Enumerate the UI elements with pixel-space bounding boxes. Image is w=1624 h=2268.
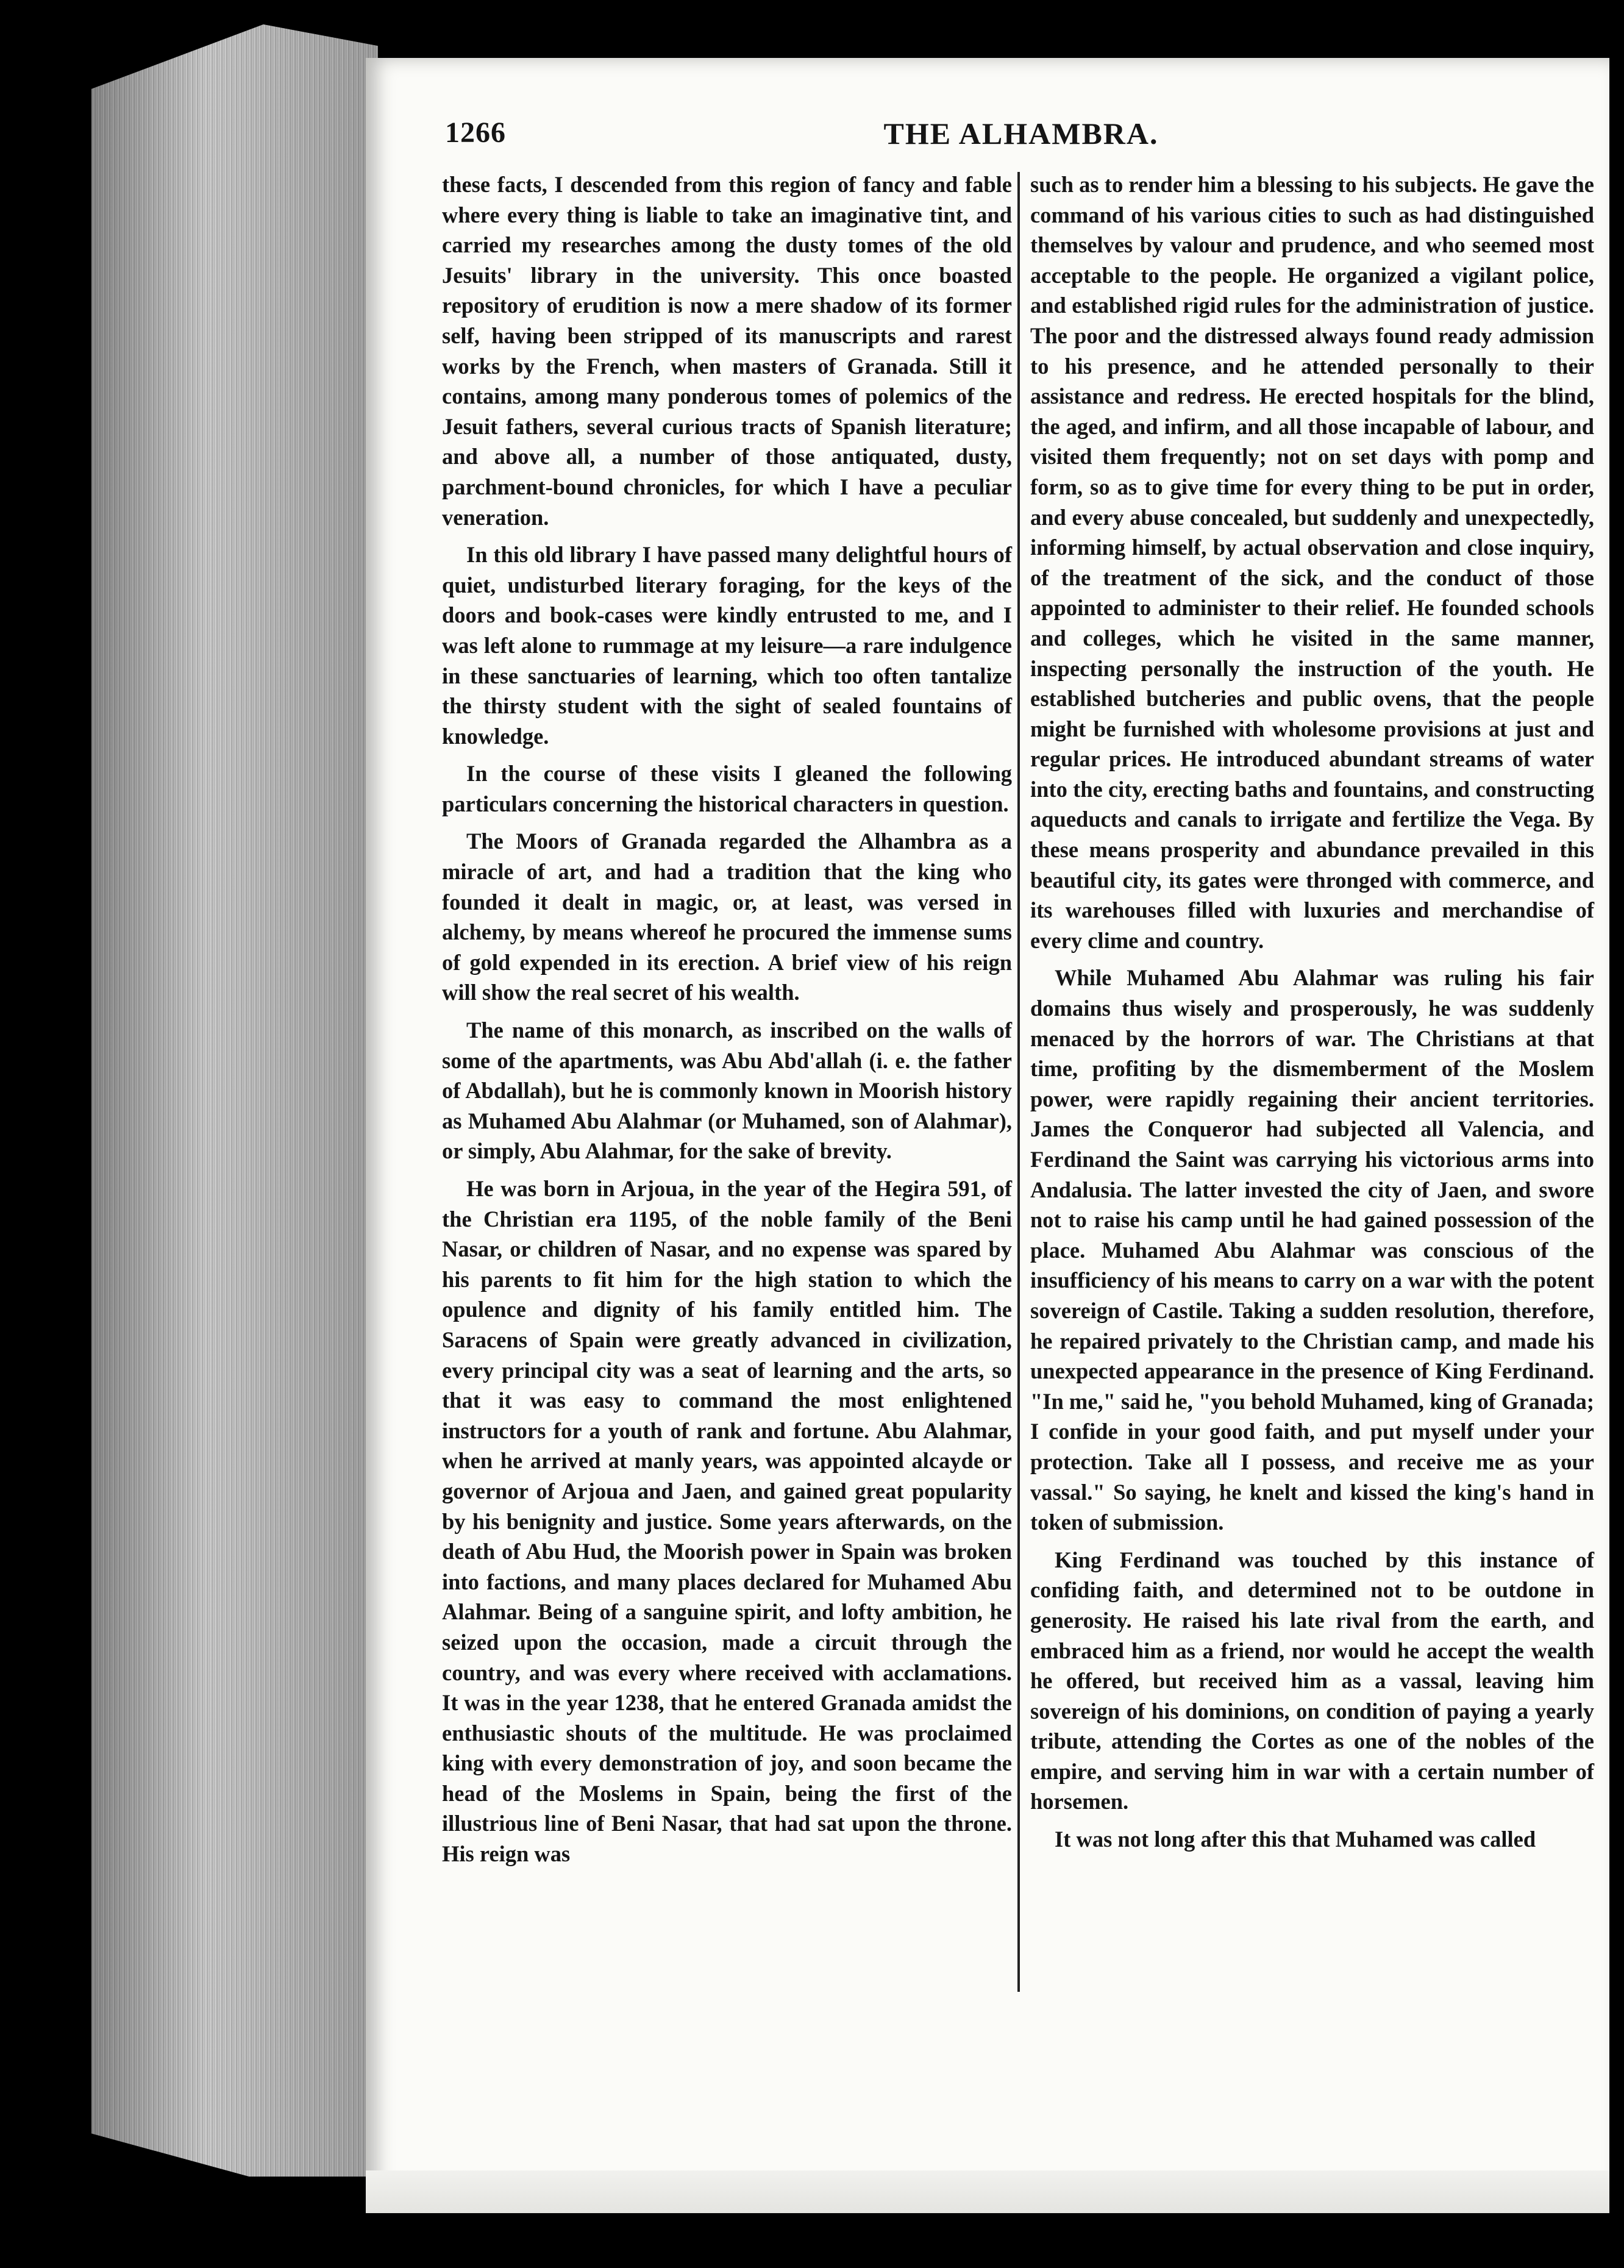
page-header — [445, 116, 1597, 152]
paragraph: In the course of these visits I gleaned the following particulars concerning the historical characters in question. — [442, 761, 1012, 816]
paragraph: While Muhamed Abu Alahmar was ruling his fair domains thus wisely and prosperously, he was suddenly menaced by the horrors of war. The Christians at that time, profiting by the dismemberment of the Moslem power, were rapidly regaining their ancient territories. James the Conqueror had subjected all Valencia, and Ferdinand the Saint was carrying his victorious arms into Andalusia. The latter invested the city of Jaen, and swore not to raise his camp until he had gained possession of the place. Muhamed Abu Alahmar was conscious of the insufficiency of his means to carry on a war with the potent sovereign of Castile. Taking a sudden resolution, therefore, he repaired privately to the Christian camp, and made his unexpected appearance in the presence of King Ferdinand. "In me," said he, "you behold Muhamed, king of Granada; I confide in your good faith, and put myself under your protection. Take all I possess, and receive me as your vassal." So saying, he knelt and kissed the king's hand in token of submission. — [1030, 965, 1594, 1535]
page-edges-shadow — [91, 24, 378, 2177]
page-number: 1266 — [445, 116, 506, 149]
page-bottom-edge — [366, 2170, 1609, 2213]
paragraph: King Ferdinand was touched by this instance of confiding faith, and determined not to be outdone in generosity. He raised his late rival from the earth, and embraced him as a friend, nor would he accept the wealth he offered, but received him as a vassal, leaving him sovereign of his dominions, on condition of paying a yearly tribute, attending the Cortes as one of the nobles of the empire, and serving him in war with a certain number of horsemen. — [1030, 1547, 1594, 1814]
right-column — [1030, 169, 1594, 1862]
running-title: THE ALHAMBRA. — [883, 116, 1159, 151]
paragraph: In this old library I have passed many delightful hours of quiet, undisturbed literary foraging, for the keys of the doors and book-cases were kindly entrusted to me, and I was left alone to rummage at my leisure—a rare indulgence in these sanctuaries of learning, which too often tantalize the thirsty student with the sight of sealed fountains of knowledge. — [442, 542, 1012, 749]
paragraph: The Moors of Granada regarded the Alhambra as a miracle of art, and had a tradition that the king who founded it dealt in magic, or, at least, was versed in alchemy, by means whereof he procured the immense sums of gold expended in its erection. A brief view of his reign will show the real secret of his wealth. — [442, 829, 1012, 1005]
paragraph: The name of this monarch, as inscribed on the walls of some of the apartments, was Abu Abd'allah (i. e. the father of Abdallah), but he is commonly known in Moorish history as Muhamed Abu Alahmar (or Muhamed, son of Alahmar), or simply, Abu Alahmar, for the sake of brevity. — [442, 1018, 1012, 1164]
paragraph: such as to render him a blessing to his subjects. He gave the command of his various cities to such as had distinguished themselves by valour and prudence, and who seemed most acceptable to the people. He organized a vigilant police, and established rigid rules for the administration of justice. The poor and the distressed always found ready admission to his presence, and he attended personally to their assistance and redress. He erected hospitals for the blind, the aged, and infirm, and all those incapable of labour, and visited them frequently; not on set days with pomp and form, so as to give time for every thing to be put in order, and every abuse concealed, but suddenly and unexpectedly, informing himself, by actual observation and close inquiry, of the treatment of the sick, and the conduct of those appointed to administer to their relief. He founded schools and colleges, which he visited in the same manner, inspecting personally the instruction of the youth. He established butcheries and public ovens, that the people might be furnished with wholesome provisions at just and regular prices. He introduced abundant streams of water into the city, erecting baths and fountains, and constructing aqueducts and canals to irrigate and fertilize the Vega. By these means prosperity and abundance prevailed in this beautiful city, its gates were thronged with commerce, and its warehouses filled with luxuries and merchandise of every clime and country. — [1030, 172, 1594, 953]
paragraph: these facts, I descended from this region of fancy and fable where every thing is liable to take an imaginative tint, and carried my researches among the dusty tomes of the old Jesuits' library in the university. This once boasted repository of erudition is now a mere shadow of its former self, having been stripped of its manuscripts and rarest works by the French, when masters of Granada. Still it contains, among many ponderous tomes of polemics of the Jesuit fathers, several curious tracts of Spanish literature; and above all, a number of those antiquated, dusty, parchment-bound chronicles, for which I have a peculiar veneration. — [442, 172, 1012, 530]
paragraph: It was not long after this that Muhamed was called — [1055, 1827, 1536, 1852]
left-column — [442, 169, 1012, 1877]
paragraph: He was born in Arjoua, in the year of the Hegira 591, of the Christian era 1195, of the noble family of the Beni Nasar, or children of Nasar, and no expense was spared by his parents to fit him for the high station to which the opulence and dignity of his family entitled him. The Saracens of Spain were greatly advanced in civilization, every principal city was a seat of learning and the arts, so that it was easy to command the most enlightened instructors for a youth of rank and fortune. Abu Alahmar, when he arrived at manly years, was appointed alcayde or governor of Arjoua and Jaen, and gained great popularity by his benignity and justice. Some years afterwards, on the death of Abu Hud, the Moorish power in Spain was broken into factions, and many places declared for Muhamed Abu Alahmar. Being of a sanguine spirit, and lofty ambition, he seized upon the occasion, made a circuit through the country, and was every where received with acclamations. It was in the year 1238, that he entered Granada amidst the enthusiastic shouts of the multitude. He was proclaimed king with every demonstration of joy, and soon became the head of the Moslems in Spain, being the first of the illustrious line of Beni Nasar, that had sat upon the throne. His reign was — [442, 1176, 1012, 1867]
column-divider — [1017, 172, 1020, 1992]
